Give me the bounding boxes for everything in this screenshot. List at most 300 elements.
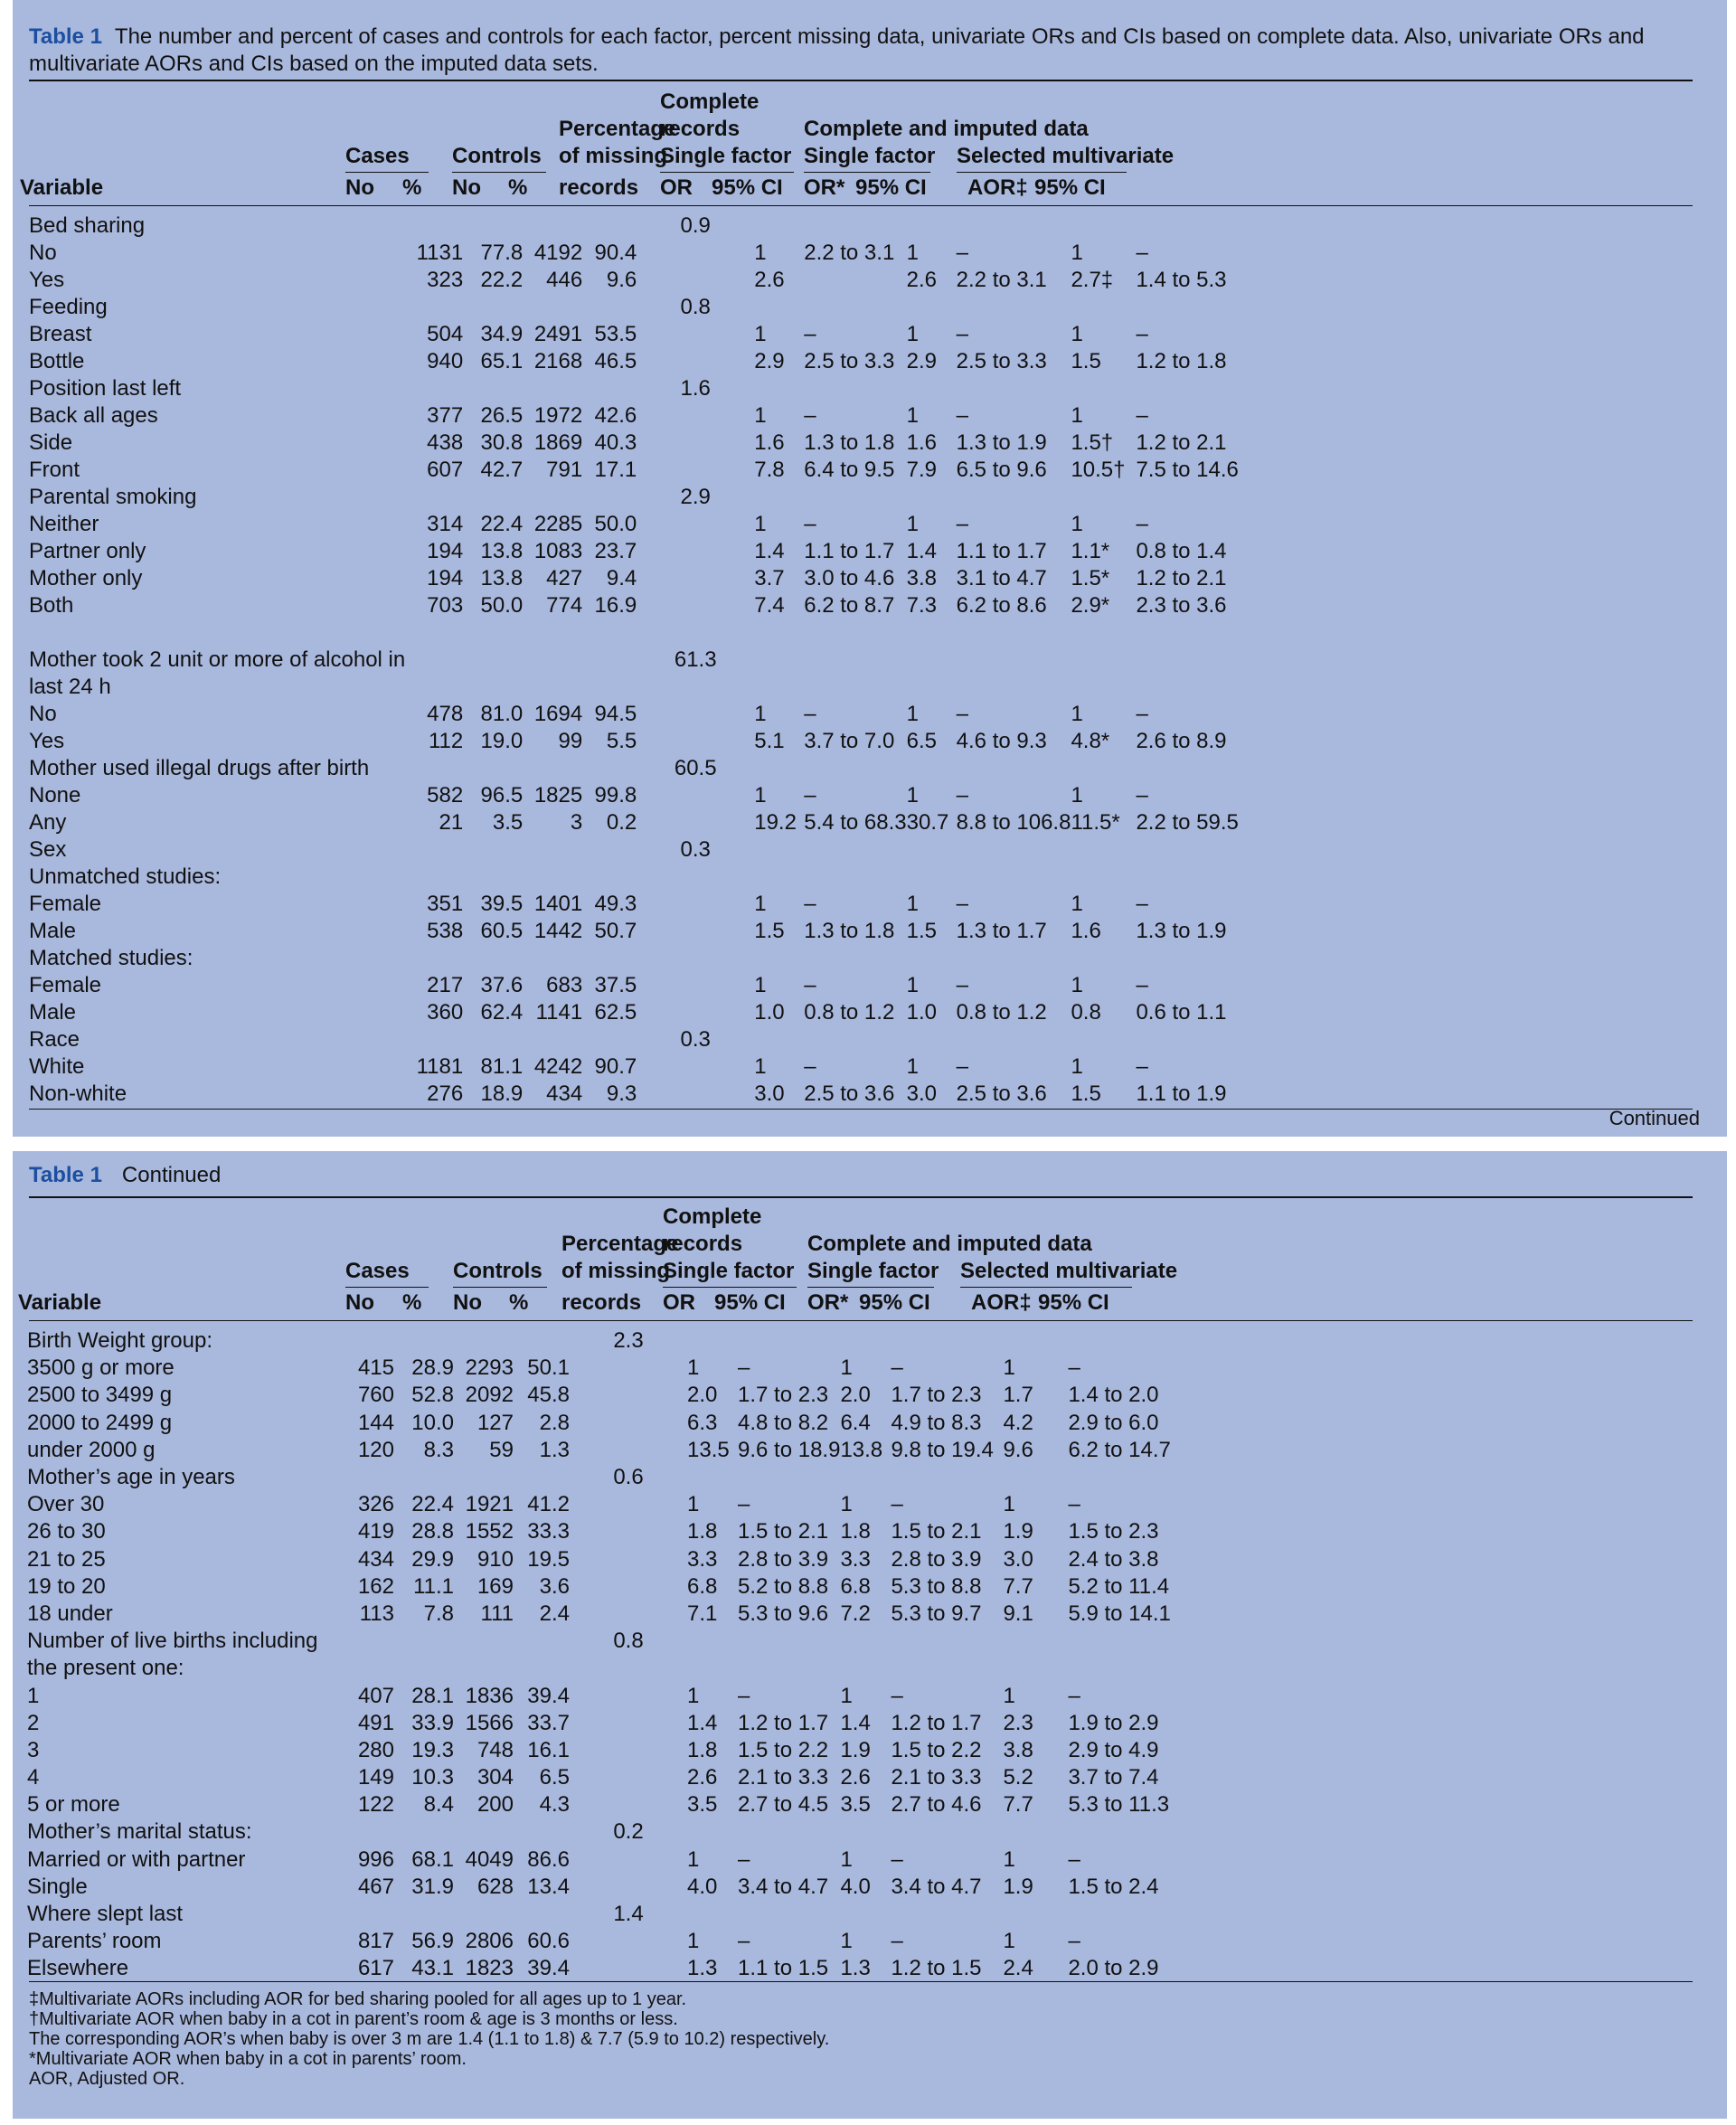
- cell-ci3: 1.9 to 2.9: [1068, 1710, 1159, 1735]
- cell-ci3: –: [1136, 322, 1148, 346]
- cell-cases-no: 323: [427, 268, 464, 292]
- header-selected-multivariate-2: Selected multivariate: [960, 1259, 1178, 1283]
- cell-cases-no: [335, 1464, 394, 1491]
- cell-or2: 1: [840, 1355, 853, 1381]
- cell-cases-pct: 43.1: [411, 1956, 454, 1981]
- cell-cases-no: 478: [427, 702, 464, 726]
- cell-or2: 1: [906, 512, 920, 536]
- cell-ctrl-pct: 60.6: [527, 1929, 570, 1954]
- cell-ctrl-pct: 17.1: [594, 458, 637, 482]
- cell-or1: [687, 1655, 738, 1682]
- table-row: [27, 1737, 1203, 1764]
- cell-label: Breast: [29, 322, 92, 346]
- cell-miss: [570, 1764, 687, 1791]
- cell-label: 2500 to 3499 g: [27, 1383, 173, 1408]
- cell-ci1: 2.5 to 3.3: [804, 349, 895, 373]
- cell-aor: [1003, 1628, 1068, 1655]
- cell-ci1: [738, 1327, 840, 1355]
- header-complete-imputed: Complete and imputed data: [804, 117, 1089, 141]
- cell-ci1: –: [738, 1492, 750, 1517]
- cell-cases-pct: [463, 1026, 523, 1053]
- cell-ctrl-no: 2293: [465, 1355, 514, 1381]
- cell-ctrl-pct: 0.2: [606, 810, 637, 835]
- cell-or2: [907, 212, 957, 240]
- cell-ctrl-pct: [582, 945, 637, 972]
- header-ci-imputed-2: 95% CI: [859, 1290, 930, 1315]
- table-row: [29, 782, 1271, 809]
- cell-ci3: 1.4 to 2.0: [1068, 1383, 1159, 1408]
- table-row: [27, 1846, 1203, 1874]
- cell-ci1: –: [804, 783, 816, 808]
- cell-ci1: [804, 864, 906, 891]
- table-row: [27, 1764, 1203, 1791]
- header-or: OR: [660, 175, 693, 200]
- cell-ci3: –: [1136, 702, 1148, 726]
- cell-ctrl-no: 99: [558, 729, 583, 753]
- cell-or1: [754, 674, 804, 701]
- cell-ci2: 1.2 to 1.7: [891, 1710, 982, 1735]
- cell-cases-pct: [463, 647, 523, 674]
- header-aor: AOR‡: [967, 175, 1028, 200]
- cell-ctrl-pct: 9.3: [606, 1081, 637, 1106]
- cell-miss: [637, 999, 754, 1026]
- header-pct-missing-2: of missing: [559, 144, 668, 168]
- cell-cases-no: 415: [357, 1355, 394, 1381]
- table-bottom-rule-2: [29, 1981, 1693, 1982]
- cell-ci2: 1.7 to 2.3: [891, 1383, 982, 1408]
- cell-aor: 1: [1071, 892, 1083, 916]
- table-row: [27, 1628, 1203, 1655]
- header-single-factor: Single factor: [660, 144, 792, 168]
- cell-ci3: –: [1068, 1683, 1080, 1708]
- cell-ci2: 1.5 to 2.1: [891, 1519, 982, 1544]
- cell-or1: [754, 1026, 804, 1053]
- table-row: [29, 212, 1271, 240]
- cell-or1: 3.3: [687, 1546, 718, 1572]
- cell-ci1: [804, 755, 906, 782]
- cell-cases-pct: 10.3: [411, 1765, 454, 1790]
- cell-label: Mother only: [29, 566, 143, 590]
- table-row: [27, 1437, 1203, 1464]
- cell-or1: 1: [687, 1492, 700, 1517]
- cell-cases-no: 194: [427, 539, 464, 563]
- cell-or1: 1.5: [754, 919, 785, 943]
- cell-ctrl-pct: 49.3: [594, 892, 637, 916]
- cell-cases-no: 538: [427, 919, 464, 943]
- cell-cases-pct: [463, 674, 523, 701]
- cell-ctrl-pct: 6.5: [539, 1765, 570, 1790]
- cell-ci1: [804, 484, 906, 511]
- cell-label: White: [29, 1054, 85, 1079]
- cell-or1: 3.0: [754, 1081, 785, 1106]
- cell-miss: [637, 619, 754, 647]
- cell-label: Mother took 2 unit or more of alcohol in: [29, 647, 406, 672]
- cell-ctrl-pct: 5.5: [606, 729, 637, 753]
- cell-ci1: 3.7 to 7.0: [804, 729, 895, 753]
- cell-ci2: –: [891, 1846, 903, 1872]
- cell-ci1: –: [804, 403, 816, 428]
- table-row: [29, 375, 1271, 402]
- cell-aor: 3.0: [1003, 1546, 1033, 1572]
- table-row: [27, 1382, 1203, 1409]
- cell-ci2: 0.8 to 1.2: [956, 1000, 1047, 1025]
- cell-miss: [637, 728, 754, 755]
- footnote: The corresponding AOR’s when baby is over 3 m are 1.4 (1.1 to 1.8) & 7.7 (5.9 to 10.2) respectively.: [29, 2029, 830, 2049]
- cell-cases-pct: 18.9: [480, 1081, 524, 1106]
- cell-or2: [840, 1818, 891, 1846]
- header-complete: Complete: [660, 90, 760, 114]
- table-row: [29, 538, 1271, 565]
- cell-or1: 13.5: [687, 1437, 730, 1462]
- cell-or2: 1: [840, 1683, 853, 1708]
- cell-cases-pct: 62.4: [480, 1000, 524, 1025]
- cell-ci2: 9.8 to 19.4: [891, 1437, 994, 1462]
- cell-or1: 4.0: [687, 1874, 718, 1899]
- header-cases-pct: %: [402, 175, 422, 200]
- header-or-star-2: OR*: [807, 1290, 849, 1315]
- cell-miss: [570, 1437, 687, 1464]
- cell-aor: 1.5: [1071, 349, 1101, 373]
- cell-label: 3500 g or more: [27, 1355, 175, 1381]
- cell-ctrl-pct: 16.1: [527, 1737, 570, 1762]
- cell-ci2: 2.5 to 3.6: [956, 1081, 1047, 1106]
- cell-miss: [637, 701, 754, 728]
- cell-miss: [637, 402, 754, 430]
- cell-ci1: 1.5 to 2.1: [738, 1519, 829, 1544]
- cell-ci1: –: [804, 973, 816, 997]
- cell-or1: [754, 945, 804, 972]
- cell-cases-pct: [394, 1655, 454, 1682]
- cell-aor: [1071, 755, 1136, 782]
- header-controls-no: No: [452, 175, 481, 200]
- cell-label: the present one:: [27, 1656, 184, 1681]
- cell-or1: [687, 1628, 738, 1655]
- table-row: [29, 1026, 1271, 1053]
- cell-cases-no: [405, 619, 463, 647]
- cell-ci2: 2.7 to 4.6: [891, 1792, 982, 1818]
- header-bottom-rule-2: [29, 1320, 1693, 1321]
- cell-aor: 11.5*: [1071, 810, 1120, 835]
- cell-or1: 1: [754, 403, 767, 428]
- cell-miss: [637, 864, 754, 891]
- cell-miss: [637, 240, 754, 267]
- cell-aor: 1: [1003, 1355, 1015, 1381]
- cell-aor: [1071, 294, 1136, 321]
- cell-or1: 1: [687, 1355, 700, 1381]
- cell-cases-pct: 65.1: [480, 349, 524, 373]
- cell-or1: [687, 1464, 738, 1491]
- cell-cases-pct: [394, 1327, 454, 1355]
- cell-ci3: [1068, 1327, 1203, 1355]
- cell-label: Partner only: [29, 539, 146, 563]
- cell-ctrl-no: [523, 212, 582, 240]
- cell-ci2: 1.1 to 1.7: [956, 539, 1047, 563]
- cell-or2: 13.8: [840, 1437, 883, 1462]
- cell-miss: [570, 1573, 687, 1601]
- cell-cases-pct: 42.7: [480, 458, 524, 482]
- cell-or2: 1: [906, 973, 920, 997]
- controls-underline: [452, 172, 546, 173]
- cell-label: Side: [29, 430, 73, 455]
- footnote: *Multivariate AOR when baby in a cot in parents’ room.: [29, 2049, 467, 2069]
- cell-or2: 4.0: [840, 1874, 871, 1899]
- cell-cases-pct: [463, 836, 523, 864]
- cell-ci3: 5.2 to 11.4: [1068, 1573, 1170, 1599]
- cell-label: None: [29, 783, 81, 808]
- cell-aor: 1: [1003, 1683, 1015, 1708]
- footnote: ‡Multivariate AORs including AOR for bed sharing pooled for all ages up to 1 year.: [29, 1989, 687, 2009]
- cell-aor: 2.3: [1003, 1710, 1033, 1735]
- cell-ci1: [804, 294, 906, 321]
- table-row: [29, 674, 1271, 701]
- cell-label: Matched studies:: [29, 946, 193, 970]
- cell-or2: 1.8: [840, 1519, 871, 1544]
- header-records: records: [660, 117, 741, 141]
- cell-cases-pct: 33.9: [411, 1710, 454, 1735]
- cell-cases-no: [335, 1327, 394, 1355]
- cell-label: 26 to 30: [27, 1519, 106, 1544]
- cell-ci1: 9.6 to 18.9: [738, 1437, 841, 1462]
- cell-ctrl-no: [523, 836, 582, 864]
- cell-label: Yes: [29, 729, 65, 753]
- cell-ctrl-no: [523, 619, 582, 647]
- cell-or1: 1: [687, 1846, 700, 1872]
- cell-ci3: 0.6 to 1.1: [1136, 1000, 1227, 1025]
- header-complete-imputed-2: Complete and imputed data: [807, 1232, 1092, 1256]
- cell-ci1: [804, 1026, 906, 1053]
- cell-ctrl-no: 791: [546, 458, 583, 482]
- cell-ctrl-pct: 53.5: [594, 322, 637, 346]
- cell-aor: [1071, 836, 1136, 864]
- cell-ci3: –: [1068, 1355, 1080, 1381]
- header-variable: Variable: [20, 175, 104, 200]
- header-pct-missing-1: Percentage: [559, 117, 676, 141]
- cell-aor: 1: [1071, 783, 1083, 808]
- cell-cases-no: 760: [357, 1383, 394, 1408]
- cell-label: Yes: [29, 268, 65, 292]
- cell-ci2: 4.6 to 9.3: [956, 729, 1047, 753]
- cell-ci2: –: [891, 1492, 903, 1517]
- cell-label: Position last left: [29, 376, 182, 401]
- cell-or1: 1.8: [687, 1737, 718, 1762]
- cell-ctrl-no: 2806: [465, 1929, 514, 1954]
- cell-ci1: –: [738, 1683, 750, 1708]
- table-row: [29, 430, 1271, 457]
- cell-aor: 1.9: [1003, 1874, 1033, 1899]
- table-row: [29, 267, 1271, 294]
- cell-or1: 3.5: [687, 1792, 718, 1818]
- table-row: [29, 240, 1271, 267]
- cell-cases-no: 113: [359, 1601, 394, 1626]
- cell-ci3: 1.2 to 1.8: [1136, 349, 1227, 373]
- cell-ci1: 1.7 to 2.3: [738, 1383, 829, 1408]
- cell-ci1: [804, 945, 906, 972]
- cell-ci1: [804, 267, 906, 294]
- header-pct-missing-3-2: records: [561, 1290, 642, 1315]
- cell-ci1: [738, 1901, 840, 1928]
- cell-ctrl-pct: 99.8: [594, 783, 637, 808]
- cell-label: 3: [27, 1737, 40, 1762]
- table-bottom-rule: [29, 1109, 1693, 1110]
- cell-cases-no: [405, 836, 463, 864]
- cell-miss: [637, 1053, 754, 1081]
- table-caption-label: Table 1: [29, 24, 102, 49]
- cell-label: under 2000 g: [27, 1437, 156, 1462]
- cell-ci1: 2.7 to 4.5: [738, 1792, 829, 1818]
- cell-ctrl-no: [454, 1818, 514, 1846]
- cell-label: Parents’ room: [27, 1929, 162, 1954]
- cell-ci3: –: [1136, 892, 1148, 916]
- cell-cases-pct: 7.8: [423, 1601, 454, 1626]
- cell-ci3: 2.9 to 6.0: [1068, 1410, 1159, 1435]
- cell-cases-no: 607: [427, 458, 464, 482]
- table-caption-continued: [29, 1162, 1702, 1189]
- cell-or1: 1: [754, 1054, 767, 1079]
- cell-miss: [637, 430, 754, 457]
- cell-or1: 1: [754, 892, 767, 916]
- cell-ctrl-no: [454, 1655, 514, 1682]
- table-row: [29, 1053, 1271, 1081]
- cell-cases-pct: [463, 484, 523, 511]
- cell-cases-pct: [463, 945, 523, 972]
- cell-cases-pct: [394, 1818, 454, 1846]
- cell-or2: [840, 1655, 891, 1682]
- cell-label: Non-white: [29, 1081, 127, 1106]
- cell-label: Both: [29, 593, 74, 618]
- cell-ctrl-no: 1823: [465, 1956, 514, 1981]
- cell-ci2: –: [956, 702, 969, 726]
- cell-ci1: 2.8 to 3.9: [738, 1546, 829, 1572]
- cell-or2: 1.6: [906, 430, 938, 455]
- cell-ci2: [957, 484, 1071, 511]
- cell-or1: 1.8: [687, 1519, 718, 1544]
- table-row: [29, 484, 1271, 511]
- cell-cases-pct: 81.0: [480, 702, 524, 726]
- cell-label: Married or with partner: [27, 1846, 246, 1872]
- cell-miss: [570, 1955, 687, 1982]
- cell-or2: 1: [906, 892, 920, 916]
- cell-ci3: [1136, 864, 1271, 891]
- cell-ci2: 6.5 to 9.6: [956, 458, 1047, 482]
- table-row: [27, 1327, 1203, 1355]
- cell-or2: 1: [840, 1846, 853, 1872]
- cell-label: 19 to 20: [27, 1573, 106, 1599]
- cell-or2: 7.9: [906, 458, 938, 482]
- cell-miss: 0.3: [680, 1027, 711, 1052]
- table-caption: [29, 24, 1702, 78]
- table-row: [29, 755, 1271, 782]
- cell-ci1: 3.4 to 4.7: [738, 1874, 829, 1899]
- cell-ci2: [957, 755, 1071, 782]
- cell-or1: 5.1: [754, 729, 785, 753]
- cell-ci3: 2.2 to 59.5: [1136, 810, 1239, 835]
- cell-ci2: –: [891, 1355, 903, 1381]
- cell-ctrl-pct: 86.6: [527, 1846, 570, 1872]
- cell-or1: 1.0: [754, 1000, 785, 1025]
- cell-or2: 1.5: [906, 919, 938, 943]
- cell-or1: 19.2: [754, 810, 797, 835]
- table-row: [27, 1573, 1203, 1601]
- cell-miss: [637, 565, 754, 592]
- cell-aor: [1071, 864, 1136, 891]
- cell-cases-pct: 19.3: [411, 1737, 454, 1762]
- cell-label: Bed sharing: [29, 213, 146, 238]
- cell-ctrl-pct: 39.4: [527, 1683, 570, 1708]
- cell-ctrl-no: 4242: [533, 1054, 583, 1079]
- cell-or2: 1: [906, 241, 920, 265]
- cell-label: Front: [29, 458, 80, 482]
- header-variable-2: Variable: [18, 1290, 102, 1315]
- cell-cases-no: 407: [357, 1683, 394, 1708]
- cell-or2: [907, 674, 957, 701]
- table-caption-text: The number and percent of cases and controls for each factor, percent missing data, univariate ORs and CIs based on complete data. Also, univariate ORs and multivariate AORs and CIs based on the imputed data sets.: [29, 24, 1645, 76]
- cell-or1: 2.6: [754, 268, 785, 292]
- cell-ctrl-pct: [582, 836, 637, 864]
- cell-cases-no: 280: [357, 1737, 394, 1762]
- cell-label: Over 30: [27, 1492, 105, 1517]
- cell-aor: [1071, 375, 1136, 402]
- cell-cases-pct: 96.5: [480, 783, 524, 808]
- cell-miss: [637, 267, 754, 294]
- cell-label: Bottle: [29, 349, 85, 373]
- table-row: [27, 1410, 1203, 1437]
- table-row: [29, 836, 1271, 864]
- cell-cases-pct: 37.6: [480, 973, 524, 997]
- cell-ci3: –: [1136, 783, 1148, 808]
- cell-ctrl-pct: [582, 375, 637, 402]
- cell-cases-pct: [463, 294, 523, 321]
- cell-ci3: [1136, 212, 1271, 240]
- cell-ctrl-pct: 40.3: [594, 430, 637, 455]
- cell-ci3: –: [1136, 973, 1148, 997]
- cell-or1: [754, 647, 804, 674]
- cell-cases-no: 276: [427, 1081, 464, 1106]
- cell-ctrl-no: 1566: [465, 1710, 514, 1735]
- table-row: [27, 1818, 1203, 1846]
- header-or-star: OR*: [804, 175, 845, 200]
- table-panel-1: [13, 0, 1727, 1137]
- table-panel-2: [13, 1151, 1727, 2119]
- cell-ci2: 8.8 to 106.8: [956, 810, 1071, 835]
- cell-miss: [637, 918, 754, 945]
- cell-or1: [754, 755, 804, 782]
- cell-ci3: 0.8 to 1.4: [1136, 539, 1227, 563]
- cell-ctrl-no: 59: [489, 1437, 514, 1462]
- cell-cases-pct: 60.5: [480, 919, 524, 943]
- cell-ci3: 1.3 to 1.9: [1136, 919, 1227, 943]
- header-cases-no-2: No: [345, 1290, 374, 1315]
- cell-ci1: 2.2 to 3.1: [804, 241, 895, 265]
- cell-ci3: 1.2 to 2.1: [1136, 566, 1227, 590]
- cell-ci3: 6.2 to 14.7: [1068, 1437, 1171, 1462]
- cell-ci2: [891, 1628, 1003, 1655]
- cell-ctrl-no: [454, 1901, 514, 1928]
- cell-ci3: [1136, 755, 1271, 782]
- cell-ci1: [738, 1655, 840, 1682]
- cell-or1: 6.3: [687, 1410, 718, 1435]
- cell-miss: [570, 1382, 687, 1409]
- cell-cases-no: 817: [357, 1929, 394, 1954]
- single-factor-imputed-underline-2: [807, 1287, 934, 1288]
- cell-ci1: –: [804, 892, 816, 916]
- cell-ci3: [1068, 1901, 1203, 1928]
- cell-cases-no: 351: [427, 892, 464, 916]
- cell-aor: 1.6: [1071, 919, 1101, 943]
- cell-cases-pct: 3.5: [492, 810, 524, 835]
- cell-ci1: [738, 1818, 840, 1846]
- cell-ctrl-no: 169: [476, 1573, 514, 1599]
- cell-or1: [754, 375, 804, 402]
